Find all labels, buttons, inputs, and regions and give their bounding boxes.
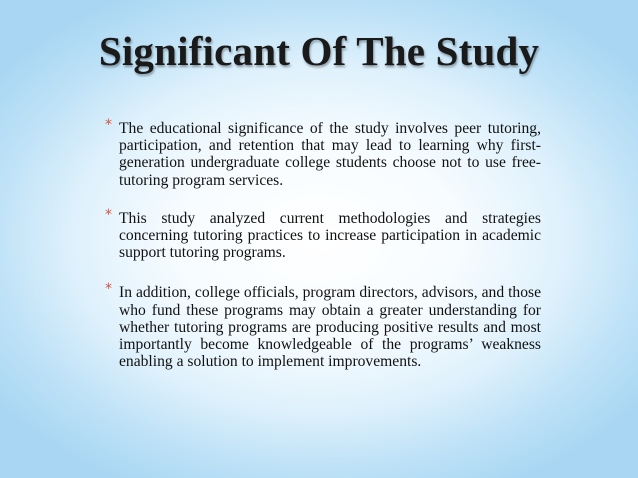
bullet-item [105, 206, 541, 262]
bullet-marker-icon: * [105, 281, 112, 298]
bullet-item [105, 281, 541, 371]
bullet-item [105, 117, 541, 189]
bullet-text: This study analyzed current methodologies and strategies concerning tutoring practices to increase participation in academic support tutoring programs. [119, 209, 541, 262]
bullet-text: In addition, college officials, program directors, advisors, and those who fund these programs may obtain a greater understanding for whether tutoring programs are producing positive results and most importantly become knowledgeable of the programs’ weakness enabling a solution to implement improvements. [119, 284, 541, 371]
bullet-text: The educational significance of the study involves peer tutoring, participation, and retention that may lead to learning why first-generation undergraduate college students choose not to use free-tutoring program services. [119, 120, 541, 189]
bullet-marker-icon: * [105, 117, 112, 133]
bullet-list [105, 117, 541, 391]
slide-title: Significant Of The Study [98, 28, 540, 74]
bullet-marker-icon: * [105, 206, 112, 223]
